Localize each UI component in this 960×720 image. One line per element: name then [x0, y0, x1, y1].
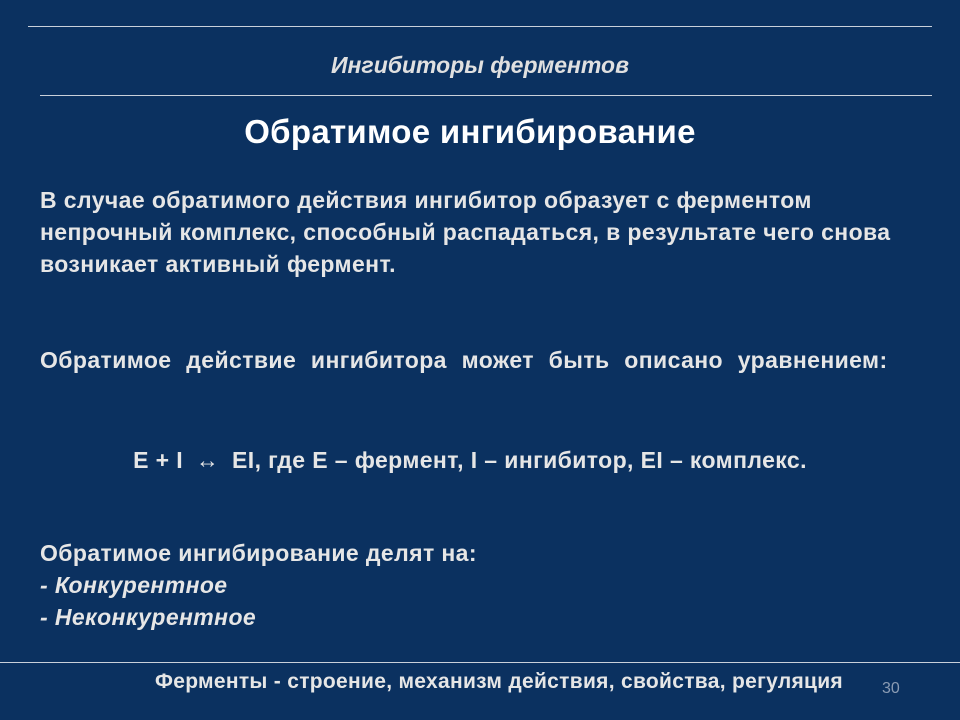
classification-block: [40, 537, 920, 633]
list-item-competitive: - Конкурентное: [40, 572, 228, 598]
equation-rhs: ЕI, где Е – фермент, I – ингибитор, ЕI – комплекс.: [232, 447, 807, 473]
paragraph-definition: В случае обратимого действия ингибитор образует с ферментом непрочный комплекс, способный распадаться, в результате чего снова возникает активный фермент.: [40, 187, 891, 277]
paragraph-equation-intro: Обратимое действие ингибитора может быть описано уравнением:: [40, 347, 888, 373]
footer-text: Ферменты - строение, механизм действия, свойства, регуляция: [155, 670, 843, 693]
top-divider: [28, 26, 932, 27]
slide-subtitle: Ингибиторы ферментов: [330, 52, 629, 78]
list-item-noncompetitive: - Неконкурентное: [40, 604, 257, 630]
slide-title: Обратимое ингибирование: [244, 113, 696, 150]
subtitle-divider: [40, 95, 932, 96]
reversible-arrow-icon: ↔: [195, 447, 220, 473]
footer-divider: [0, 662, 960, 663]
equation-lhs: Е + I: [133, 447, 184, 473]
classification-intro: Обратимое ингибирование делят на:: [40, 540, 477, 566]
equation: [40, 443, 900, 477]
page-number: 30: [882, 680, 900, 697]
